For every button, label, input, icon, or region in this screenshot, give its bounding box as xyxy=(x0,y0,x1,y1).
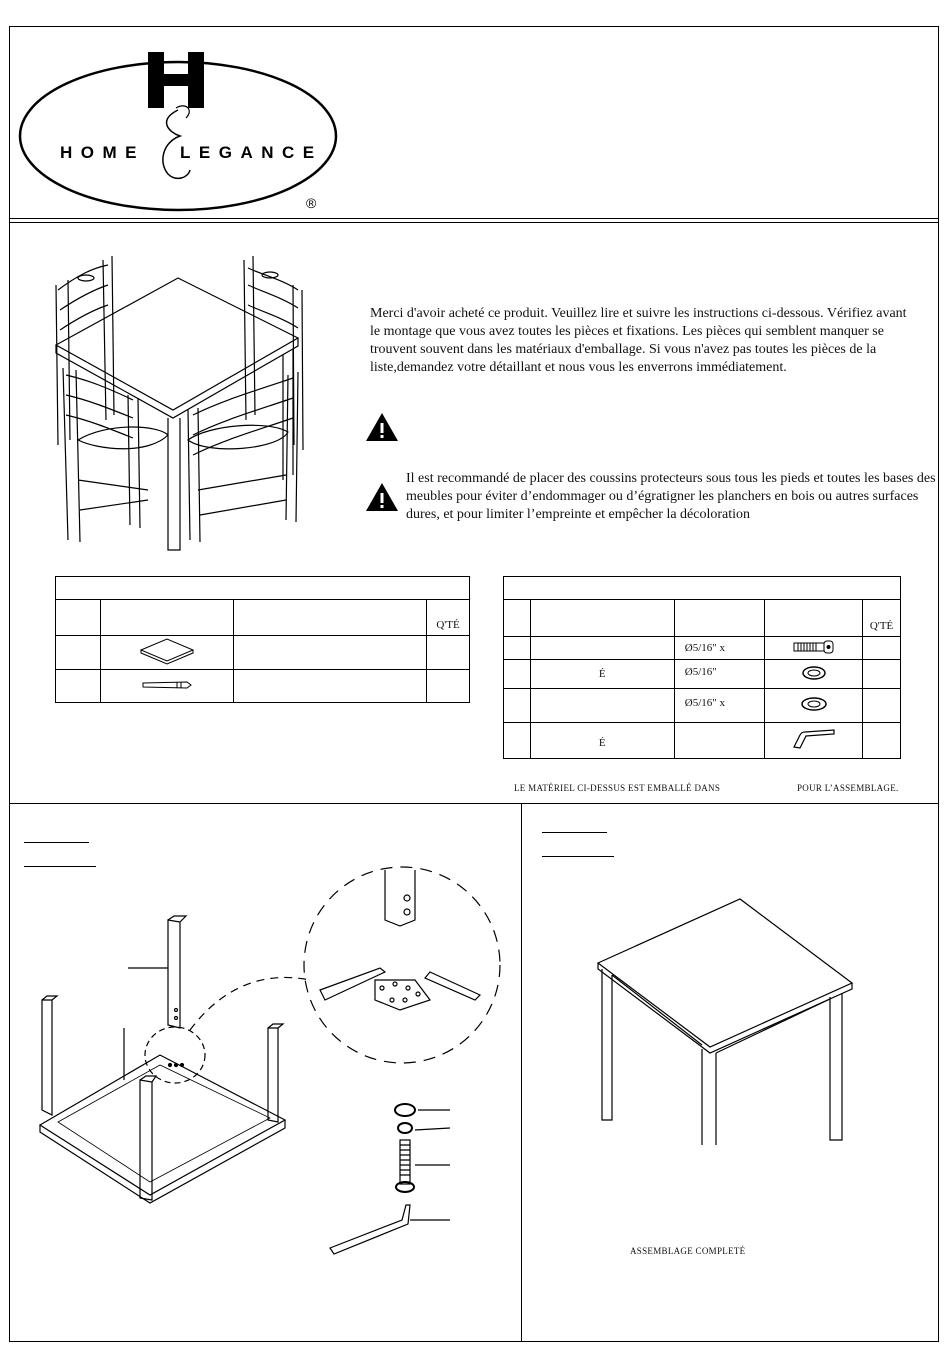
hardware-note-left: LE MATÉRIEL CI-DESSUS EST EMBALLÉ DANS xyxy=(514,783,721,793)
bolt-icon xyxy=(765,637,863,660)
hardware-name xyxy=(530,689,674,723)
flat-washer-icon xyxy=(765,689,863,723)
warning-icon xyxy=(365,482,399,512)
product-illustration xyxy=(48,250,313,560)
step-heading-line xyxy=(542,832,607,833)
qty-header: Q'TÉ xyxy=(427,600,470,636)
warning-icon xyxy=(365,412,399,442)
intro-text: Merci d'avoir acheté ce produit. Veuillez lire et suivre les instructions ci-dessous. Vérifiez avant le montage que vous avez toutes les pièces et fixations. Les pièces qui semblent manquer se trouvent souvent dans les matériaux d'emballage. Si vous n'avez pas toutes les pièces de la liste,demandez votre détaillant et nous vous les enverrons immédiatement. xyxy=(370,306,907,375)
step-heading-line xyxy=(542,856,614,857)
hardware-table-title xyxy=(504,577,901,600)
divider xyxy=(9,803,939,804)
parts-table xyxy=(55,576,470,703)
hardware-name: É xyxy=(530,723,674,759)
lock-washer-icon xyxy=(765,660,863,689)
divider xyxy=(521,803,522,1342)
assembly-step-diagram xyxy=(20,860,515,1340)
registered-mark: ® xyxy=(306,195,317,211)
hardware-name: É xyxy=(530,660,674,689)
parts-table-title xyxy=(56,577,470,600)
hardware-size: Ø5/16" xyxy=(674,660,765,689)
leg-icon xyxy=(137,678,197,692)
brand-logo xyxy=(18,32,348,217)
hardware-note-right: POUR L’ASSEMBLAGE. xyxy=(797,783,899,793)
svg-text:LEGANCE: LEGANCE xyxy=(180,143,323,162)
completion-label: ASSEMBLAGE COMPLETÉ xyxy=(630,1246,746,1256)
table-top-part xyxy=(100,636,233,670)
step-heading-line xyxy=(24,842,89,843)
hardware-size: Ø5/16" x xyxy=(674,637,765,660)
hardware-size xyxy=(674,723,765,759)
table-top-icon xyxy=(137,636,197,666)
completed-table-illustration xyxy=(590,895,860,1145)
divider xyxy=(9,218,939,219)
qty-header: Q'TÉ xyxy=(863,600,901,637)
hardware-name xyxy=(530,637,674,660)
allen-key-icon xyxy=(765,723,863,759)
hardware-table xyxy=(503,576,901,759)
leg-part xyxy=(100,670,233,703)
divider xyxy=(9,222,939,223)
hardware-size: Ø5/16" x xyxy=(674,689,765,723)
protective-pads-note: Il est recommandé de placer des coussins protecteurs sous tous les pieds et toutes les bases des meubles pour éviter d’endommager ou d’égratigner les planchers en bois ou autres surfaces dures, et pour limiter l’empreinte et empêcher la décoloration xyxy=(406,471,936,522)
svg-text:HOME: HOME xyxy=(60,143,145,162)
